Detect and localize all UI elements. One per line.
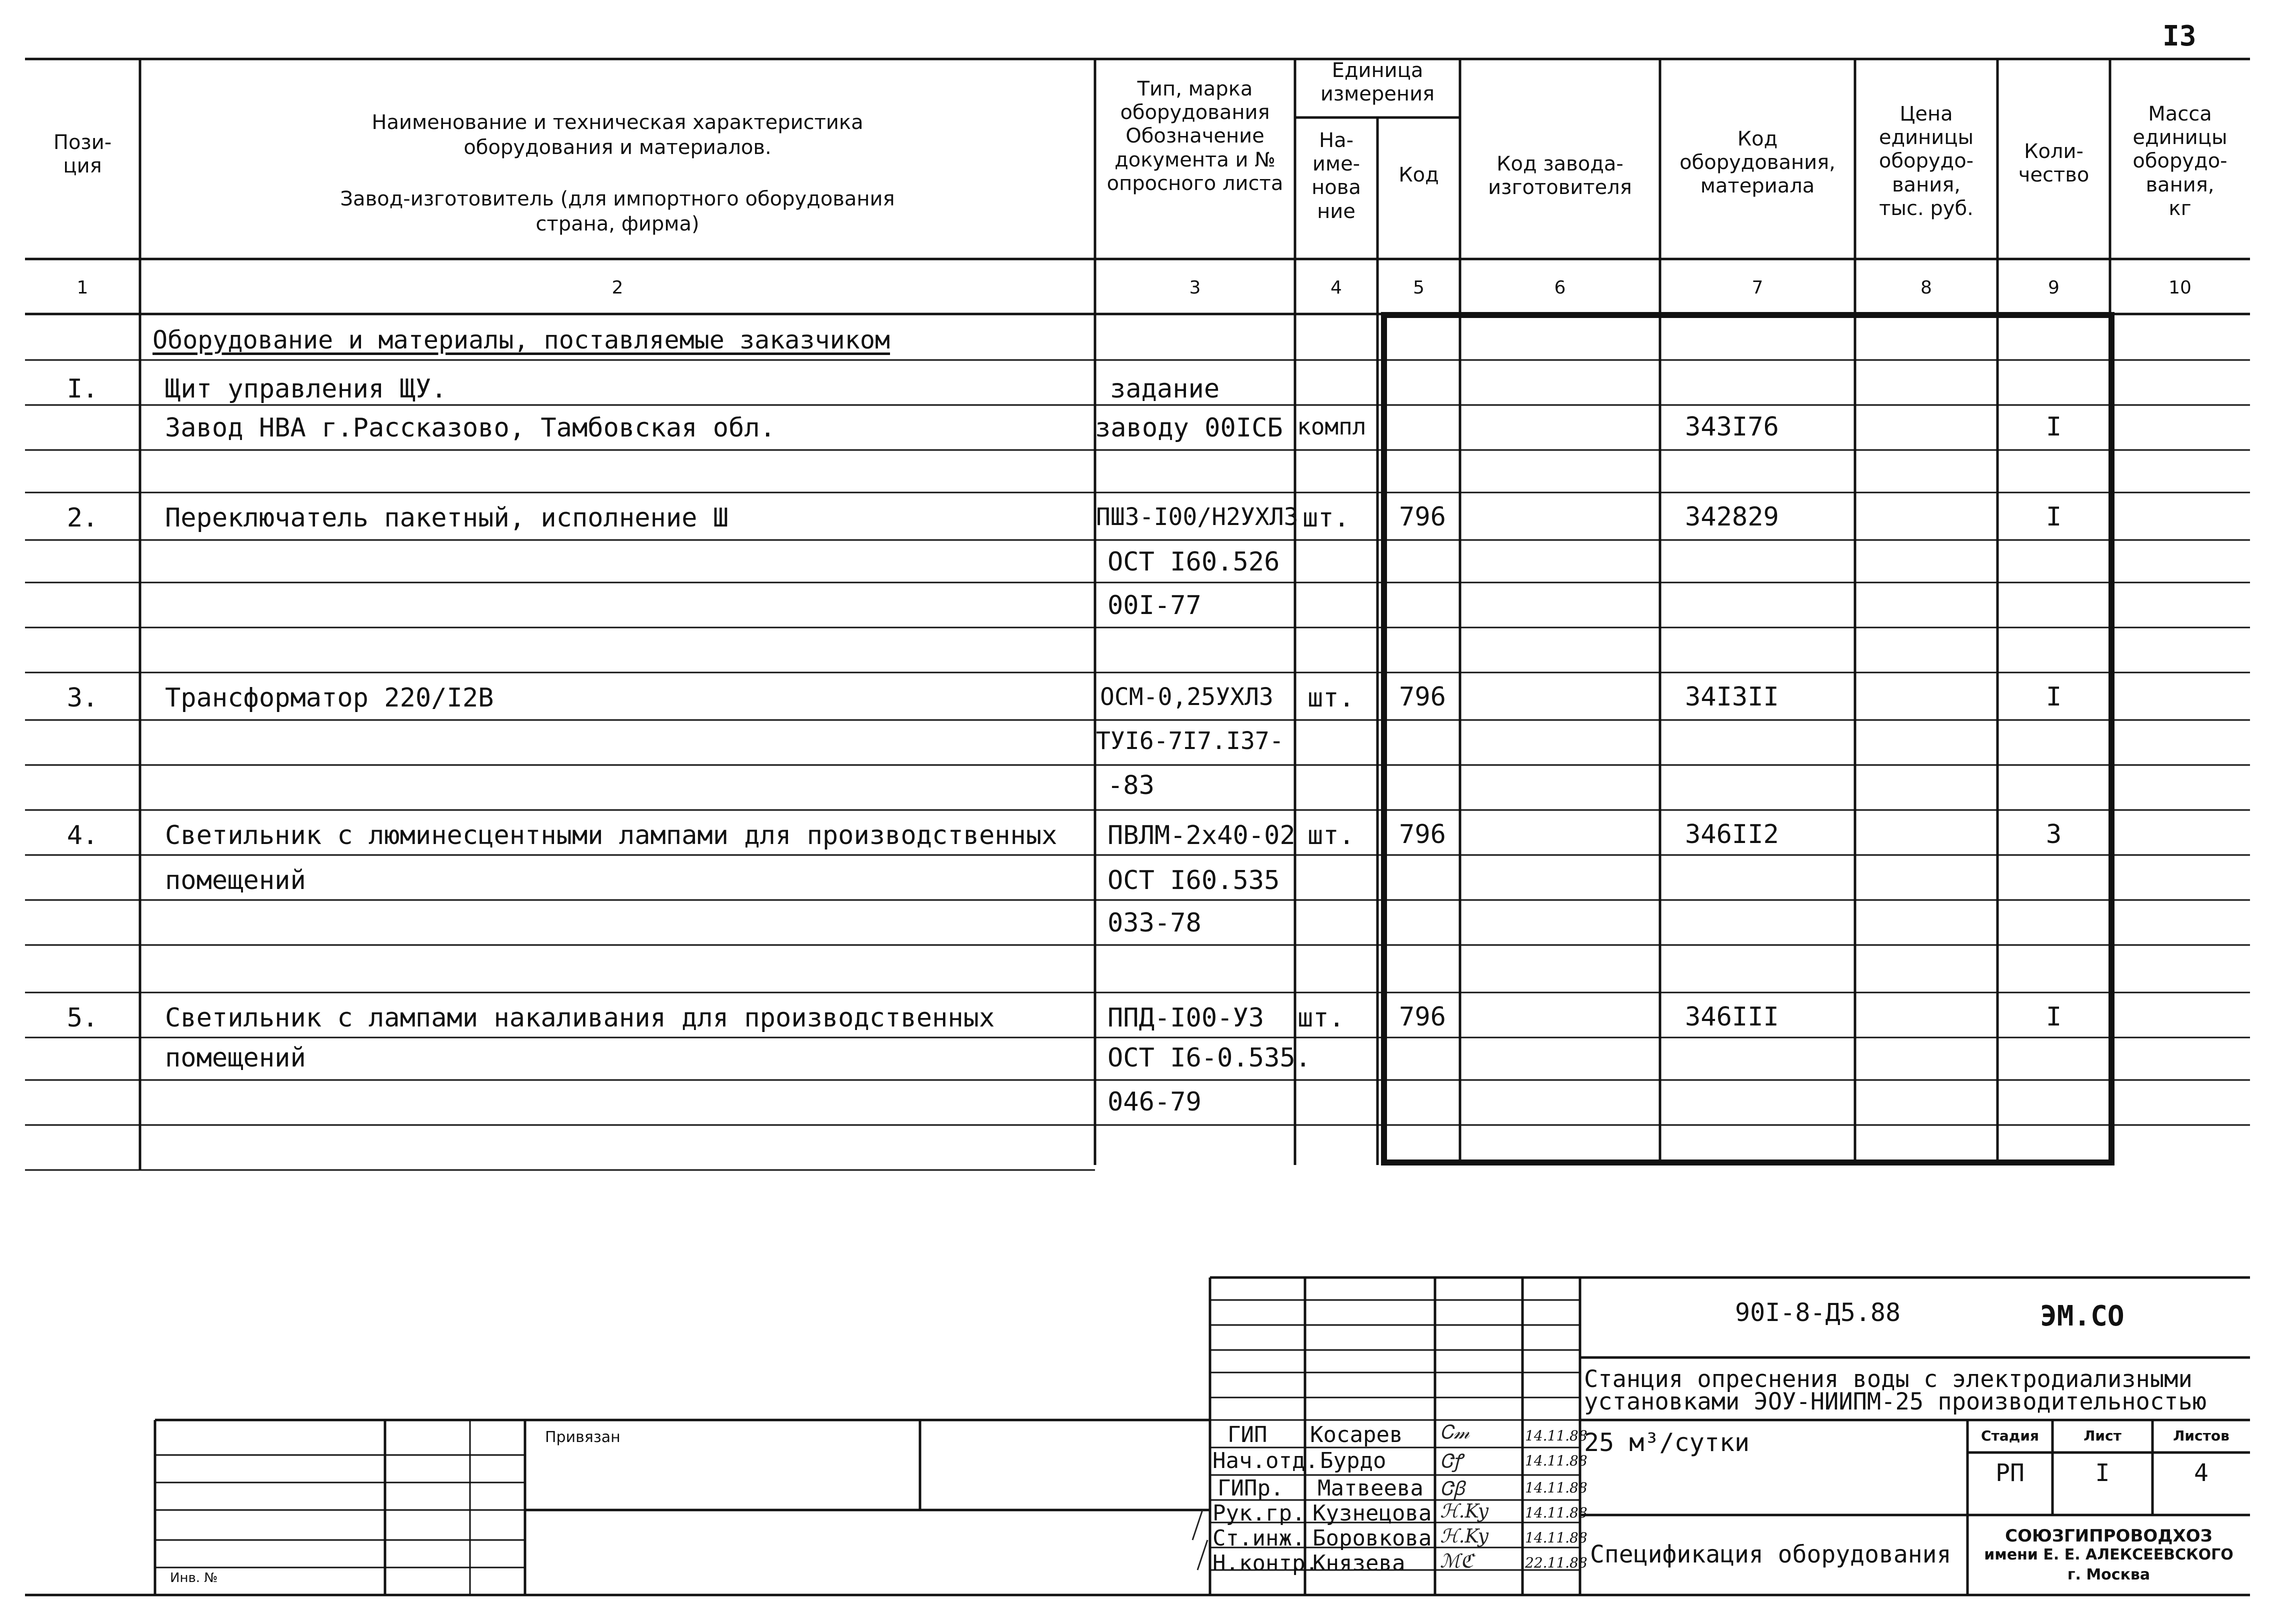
- col-number: 6: [1554, 278, 1566, 298]
- header-position: Пози- ция: [53, 131, 112, 178]
- col-number: 3: [1189, 278, 1201, 298]
- role: ГИП: [1228, 1422, 1268, 1448]
- row-unit-code: 796: [1399, 820, 1446, 850]
- header-name-line3: Завод-изготовитель (для импортного оборудования: [340, 188, 895, 210]
- row-name: Светильник с люминесцентными лампами для производственных: [165, 820, 1058, 850]
- signer-name: Косарев: [1310, 1422, 1403, 1448]
- row-equipment-code: 346III: [1685, 1002, 1779, 1032]
- role: Ст.инж.: [1212, 1526, 1306, 1551]
- row-type: задание: [1110, 374, 1220, 404]
- row-unit-code: 796: [1399, 682, 1446, 712]
- row-type: ОСТ I6-0.535.: [1108, 1043, 1311, 1073]
- project-title-line3: 25 м³/сутки: [1584, 1428, 1750, 1457]
- sign-date: 14.11.88: [1525, 1480, 1588, 1496]
- role: Н.контр.: [1212, 1550, 1318, 1576]
- stage-value: РП: [1996, 1459, 2024, 1487]
- row-position: I.: [66, 374, 98, 404]
- row-quantity: I: [2046, 502, 2062, 532]
- signature: ℳℭ: [1440, 1550, 1474, 1572]
- sheets-label: Листов: [2173, 1428, 2230, 1444]
- row-type: ПВЛМ-2х40-02: [1108, 820, 1296, 850]
- row-unit: шт.: [1298, 1003, 1344, 1033]
- role: ГИПр.: [1218, 1476, 1284, 1501]
- sign-date: 14.11.88: [1525, 1428, 1588, 1444]
- header-mass: Масса единицы оборудо- вания, кг: [2132, 102, 2228, 220]
- header-factory-code: Код завода- изготовителя: [1488, 152, 1632, 200]
- col-number: 8: [1920, 278, 1932, 298]
- row-type: -83: [1108, 770, 1154, 800]
- header-price: Цена единицы оборудо- вания, тыс. руб.: [1878, 102, 1974, 220]
- sign-date: 14.11.88: [1525, 1452, 1588, 1469]
- col-number: 2: [612, 278, 624, 298]
- signature: ℋ.Ky: [1440, 1500, 1489, 1522]
- sign-date: 22.11.88: [1525, 1554, 1588, 1571]
- header-equipment-code: Код оборудования, материала: [1680, 128, 1836, 198]
- signer-name: Князева: [1312, 1550, 1406, 1576]
- tied-label: Привязан: [545, 1428, 620, 1446]
- row-type: 046-79: [1108, 1087, 1202, 1117]
- header-quantity: Коли- чество: [2018, 140, 2090, 187]
- row-equipment-code: 34I3II: [1685, 682, 1779, 712]
- role: Нач.отд.: [1212, 1448, 1318, 1474]
- row-name: Завод НВА г.Рассказово, Тамбовская обл.: [165, 413, 776, 443]
- header-type: Тип, марка оборудования Обозначение документа и № опросного листа: [1106, 78, 1284, 195]
- row-name: Трансформатор 220/I2В: [165, 683, 494, 713]
- doc-name: Спецификация оборудования: [1590, 1540, 1952, 1568]
- signer-name: Бурдо: [1320, 1448, 1386, 1474]
- org-line2: имени Е. Е. АЛЕКСЕЕВСКОГО: [1984, 1546, 2234, 1564]
- row-unit: шт.: [1308, 683, 1354, 713]
- row-type: ОСМ-0,25УХЛ3: [1100, 683, 1274, 711]
- role: Рук.гр.: [1212, 1500, 1306, 1526]
- row-name: Щит управления ЩУ.: [165, 374, 447, 404]
- signer-name: Кузнецова: [1312, 1500, 1432, 1526]
- col-number: 7: [1752, 278, 1764, 298]
- org-line3: г. Москва: [2067, 1566, 2150, 1584]
- signer-name: Боровкова: [1312, 1526, 1432, 1551]
- signature: ℋ.Ky: [1440, 1525, 1489, 1547]
- row-type: 033-78: [1108, 908, 1202, 938]
- row-quantity: I: [2046, 1002, 2062, 1032]
- header-unit-group: Единица измерения: [1320, 59, 1435, 106]
- row-type: 00I-77: [1108, 590, 1202, 620]
- project-title-line2: установками ЭОУ-НИИПМ-25 производительностью: [1584, 1388, 2207, 1416]
- row-position: 3.: [66, 683, 98, 713]
- col-number: 1: [76, 278, 88, 298]
- sheet-code: ЭМ.СО: [2040, 1300, 2124, 1332]
- row-type: ППД-I00-У3: [1108, 1003, 1264, 1033]
- row-position: 4.: [66, 820, 98, 850]
- header-name-line2: оборудования и материалов.: [464, 136, 772, 159]
- row-position: 5.: [66, 1003, 98, 1033]
- signature: Ꮳꞵ: [1440, 1478, 1466, 1500]
- row-quantity: I: [2046, 412, 2062, 442]
- row-name: помещений: [165, 1043, 306, 1073]
- row-unit-code: 796: [1399, 1002, 1446, 1032]
- stage-label: Стадия: [1981, 1428, 2039, 1444]
- row-position: 2.: [66, 503, 98, 533]
- row-type: ТУI6-7I7.I37-: [1096, 727, 1284, 755]
- header-name-line1: Наименование и техническая характеристика: [372, 111, 864, 134]
- sign-date: 14.11.88: [1525, 1530, 1588, 1546]
- col-number: 4: [1330, 278, 1342, 298]
- col-number: 10: [2168, 278, 2192, 298]
- page-number: I3: [2162, 20, 2196, 52]
- signature: Ꮳꝭ: [1440, 1450, 1462, 1472]
- header-unit-code: Код: [1398, 164, 1439, 186]
- row-unit-code: 796: [1399, 502, 1446, 532]
- row-equipment-code: 343I76: [1685, 412, 1779, 442]
- section-title: Оборудование и материалы, поставляемые заказчиком: [152, 326, 890, 354]
- sign-date: 14.11.88: [1525, 1504, 1588, 1521]
- inventory-label: Инв. №: [170, 1570, 218, 1586]
- row-type: заводу 00IСБ: [1095, 413, 1283, 443]
- signature: Ꮯ𝓂: [1440, 1421, 1470, 1443]
- row-type: ОСТ I60.535: [1108, 866, 1280, 896]
- row-name: Светильник с лампами накаливания для производственных: [165, 1003, 995, 1033]
- sheet-label: Лист: [2084, 1428, 2122, 1444]
- row-equipment-code: 346II2: [1685, 820, 1779, 850]
- row-type: ПШ3-I00/Н2УХЛ3: [1096, 503, 1298, 531]
- row-unit: шт.: [1308, 820, 1354, 850]
- row-quantity: I: [2046, 682, 2062, 712]
- sheets-value: 4: [2194, 1459, 2208, 1487]
- row-unit: шт.: [1302, 503, 1350, 533]
- signer-name: Матвеева: [1318, 1476, 1424, 1501]
- row-name: Переключатель пакетный, исполнение Ш: [165, 503, 729, 533]
- doc-code: 90I-8-Д5.88: [1735, 1298, 1901, 1327]
- header-name-line4: страна, фирма): [536, 212, 700, 236]
- header-unit-name: На- име- нова ние: [1312, 129, 1361, 223]
- row-equipment-code: 342829: [1685, 502, 1779, 532]
- row-type: ОСТ I60.526: [1108, 547, 1280, 577]
- col-number: 5: [1413, 278, 1424, 298]
- sheet-value: I: [2095, 1459, 2110, 1487]
- row-unit: компл: [1297, 413, 1366, 440]
- col-number: 9: [2048, 278, 2060, 298]
- org-line1: СОЮЗГИПРОВОДХОЗ: [2005, 1526, 2212, 1546]
- row-quantity: 3: [2046, 820, 2062, 850]
- row-name: помещений: [165, 866, 306, 896]
- project-title-line1: Станция опреснения воды с электродиализными: [1584, 1366, 2192, 1393]
